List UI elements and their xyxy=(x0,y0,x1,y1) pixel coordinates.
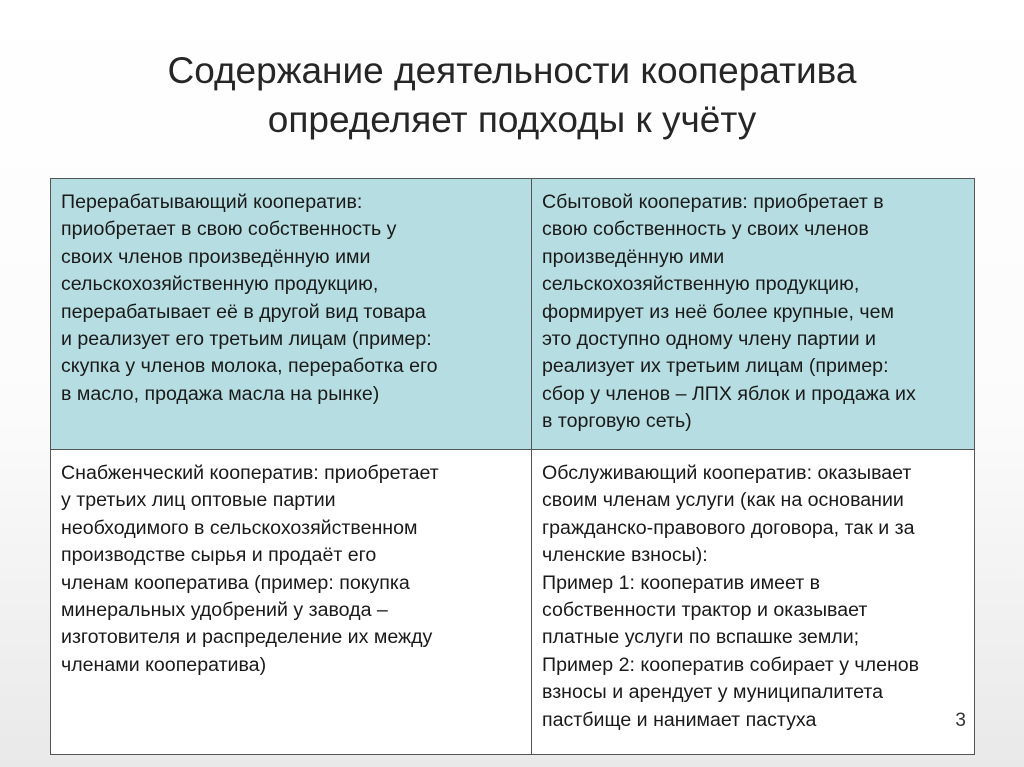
cell-line: сбор у членов – ЛПХ яблок и продажа их xyxy=(542,382,916,405)
cell-line: членами кооператива) xyxy=(61,653,267,676)
page-number: 3 xyxy=(955,710,966,731)
cell-line: приобретает в свою собственность у xyxy=(61,218,397,241)
cell-line: реализует их третьим лицам (пример: xyxy=(542,355,889,378)
cell-line: у третьих лиц оптовые партии xyxy=(61,489,336,512)
cell-line: произведённую ими xyxy=(542,245,725,268)
cell-line: взносы и арендует у муниципалитета xyxy=(542,681,883,704)
cell-line: сельскохозяйственную продукцию, xyxy=(542,273,860,296)
cell-line: производстве сырья и продаёт его xyxy=(61,544,377,567)
cell-line: Перерабатывающий кооператив: xyxy=(61,191,363,213)
cell-line: Пример 2: кооператив собирает у членов xyxy=(542,653,920,676)
cell-line: изготовителя и распределение их между xyxy=(61,626,433,649)
cell-line: членам кооператива (пример: покупка xyxy=(61,571,410,594)
cell-line: Пример 1: кооператив имеет в xyxy=(542,571,821,594)
table-row xyxy=(51,450,975,755)
cell-line: необходимого в сельскохозяйственном xyxy=(61,516,418,539)
cell-line: своих членов произведённую ими xyxy=(61,245,371,268)
cell-line: Сбытовой кооператив: приобретает в xyxy=(542,191,884,213)
cell-line: свою собственность у своих членов xyxy=(542,218,869,241)
cell-line: своим членам услуги (как на основании xyxy=(542,489,904,512)
marketing-cooperative-cell xyxy=(532,179,975,450)
cell-line: пастбище и нанимает пастуха xyxy=(542,708,817,731)
cell-line: минеральных удобрений у завода – xyxy=(61,599,388,622)
cell-line: перерабатывает её в другой вид товара xyxy=(61,300,426,323)
cell-line: формирует из неё более крупные, чем xyxy=(542,300,894,323)
service-cooperative-cell xyxy=(532,450,975,755)
supply-cooperative-cell xyxy=(51,450,532,755)
cooperative-types-table xyxy=(50,178,975,755)
cell-line: Обслуживающий кооператив: оказывает xyxy=(542,462,912,484)
cell-line: платные услуги по вспашке земли; xyxy=(542,626,860,649)
cell-line: в масло, продажа масла на рынке) xyxy=(61,382,380,405)
cell-line: сельскохозяйственную продукцию, xyxy=(61,273,379,296)
cell-line: и реализует его третьим лицам (пример: xyxy=(61,328,432,351)
slide-title xyxy=(0,46,1024,144)
cell-line: гражданско-правового договора, так и за xyxy=(542,516,915,539)
cell-line: в торговую сеть) xyxy=(542,410,692,433)
processing-cooperative-cell xyxy=(51,179,532,450)
cell-line: Снабженческий кооператив: приобретает xyxy=(61,462,439,484)
cell-line: собственности трактор и оказывает xyxy=(542,599,868,622)
table-row xyxy=(51,179,975,450)
slide-title-line-2: определяет подходы к учёту xyxy=(267,99,757,140)
cell-line: членские взносы): xyxy=(542,544,708,567)
slide-title-line-1: Содержание деятельности кооператива xyxy=(167,50,857,91)
cell-line: это доступно одному члену партии и xyxy=(542,328,876,351)
cell-line: скупка у членов молока, переработка его xyxy=(61,355,438,378)
